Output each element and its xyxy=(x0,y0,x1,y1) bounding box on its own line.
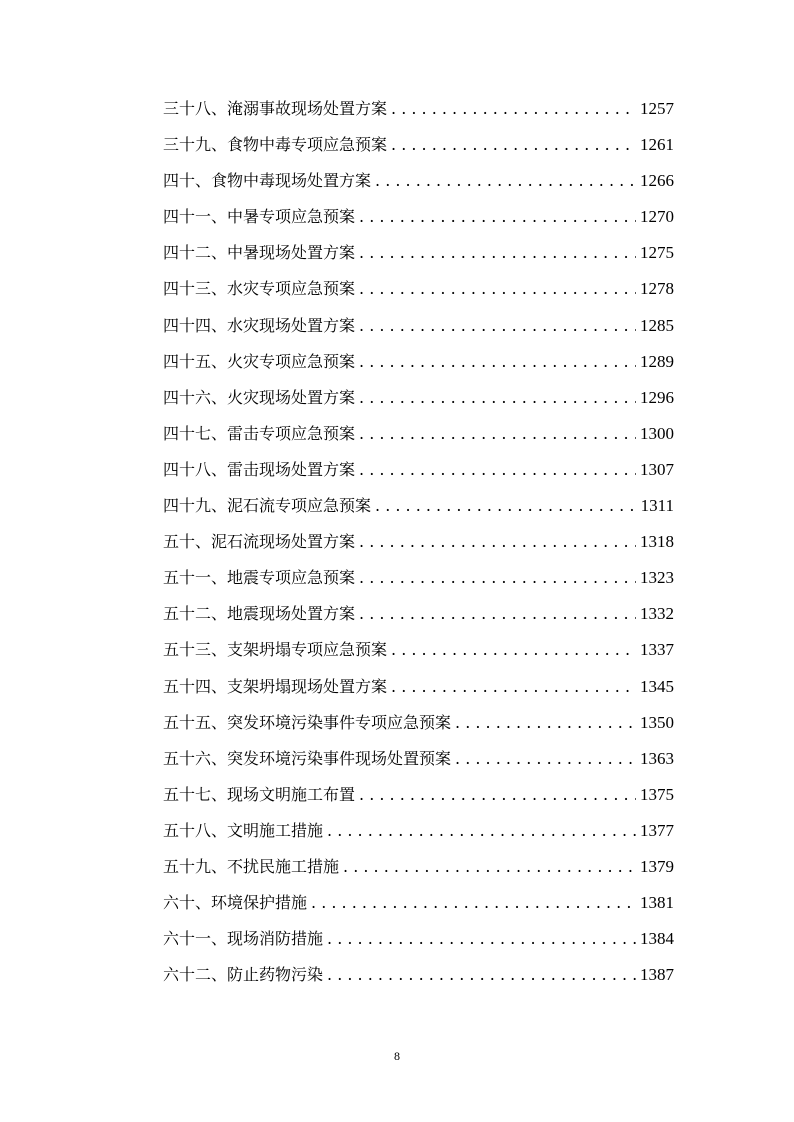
toc-dot-leader xyxy=(359,596,636,632)
toc-entry-page: 1384 xyxy=(640,929,674,949)
toc-dot-leader xyxy=(455,741,636,777)
toc-dot-leader xyxy=(359,199,636,235)
toc-entry-title: 四十六、火灾现场处置方案 xyxy=(163,387,356,407)
toc-entry-page: 1375 xyxy=(640,784,674,804)
toc-dot-leader xyxy=(359,308,636,344)
toc-dot-leader xyxy=(391,127,636,163)
toc-dot-leader xyxy=(327,957,636,993)
toc-dot-leader xyxy=(391,632,636,668)
toc-entry-page: 1270 xyxy=(640,207,674,227)
toc-entry-page: 1275 xyxy=(640,243,674,263)
toc-entry[interactable] xyxy=(163,271,674,307)
toc-dot-leader xyxy=(311,885,636,921)
toc-entry[interactable] xyxy=(163,669,674,705)
toc-entry[interactable] xyxy=(163,524,674,560)
toc-entry[interactable] xyxy=(163,813,674,849)
toc-entry-page: 1379 xyxy=(640,856,674,876)
toc-entry-title: 四十、食物中毒现场处置方案 xyxy=(163,171,372,191)
toc-entry-title: 四十二、中暑现场处置方案 xyxy=(163,243,356,263)
toc-entry-page: 1323 xyxy=(640,568,674,588)
toc-entry-title: 四十五、火灾专项应急预案 xyxy=(163,351,356,371)
toc-entry-page: 1377 xyxy=(640,820,674,840)
toc-entry-page: 1311 xyxy=(640,496,674,516)
toc-entry-page: 1350 xyxy=(640,712,674,732)
toc-entry-title: 五十四、支架坍塌现场处置方案 xyxy=(163,676,388,696)
toc-dot-leader xyxy=(327,921,636,957)
toc-entry-page: 1387 xyxy=(640,965,674,985)
toc-entry-page: 1381 xyxy=(640,893,674,913)
toc-entry-title: 四十一、中暑专项应急预案 xyxy=(163,207,356,227)
toc-dot-leader xyxy=(359,344,636,380)
toc-dot-leader xyxy=(391,91,636,127)
toc-entry-title: 六十二、防止药物污染 xyxy=(163,965,324,985)
toc-entry-title: 三十八、淹溺事故现场处置方案 xyxy=(163,99,388,118)
toc-dot-leader xyxy=(359,560,636,596)
toc-dot-leader xyxy=(375,163,636,199)
toc-dot-leader xyxy=(375,488,637,524)
toc-entry-page: 1345 xyxy=(640,676,674,696)
toc-entry-page: 1296 xyxy=(640,387,674,407)
toc-dot-leader xyxy=(359,777,636,813)
toc-dot-leader xyxy=(455,705,636,741)
toc-entry-title: 五十一、地震专项应急预案 xyxy=(163,568,356,588)
toc-entry-title: 六十、环境保护措施 xyxy=(163,893,308,913)
toc-entry[interactable] xyxy=(163,163,674,199)
toc-entry[interactable] xyxy=(163,596,674,632)
toc-entry-page: 1285 xyxy=(640,315,674,335)
toc-entry[interactable] xyxy=(163,380,674,416)
toc-entry-title: 六十一、现场消防措施 xyxy=(163,929,324,949)
toc-entry[interactable] xyxy=(163,777,674,813)
toc-entry-title: 五十二、地震现场处置方案 xyxy=(163,604,356,624)
table-of-contents xyxy=(163,91,674,993)
toc-entry-title: 五十、泥石流现场处置方案 xyxy=(163,532,356,552)
toc-entry[interactable] xyxy=(163,849,674,885)
toc-entry[interactable] xyxy=(163,308,674,344)
toc-entry[interactable] xyxy=(163,741,674,777)
toc-dot-leader xyxy=(359,452,636,488)
toc-dot-leader xyxy=(359,235,636,271)
toc-entry[interactable] xyxy=(163,235,674,271)
toc-entry-page: 1261 xyxy=(640,135,674,155)
toc-entry[interactable] xyxy=(163,921,674,957)
toc-entry[interactable] xyxy=(163,452,674,488)
toc-entry[interactable] xyxy=(163,560,674,596)
toc-entry-title: 四十三、水灾专项应急预案 xyxy=(163,279,356,299)
toc-entry-page: 1289 xyxy=(640,351,674,371)
toc-dot-leader xyxy=(359,271,636,307)
toc-dot-leader xyxy=(359,524,636,560)
toc-entry-title: 四十九、泥石流专项应急预案 xyxy=(163,496,372,516)
toc-entry-title: 五十七、现场文明施工布置 xyxy=(163,784,356,804)
toc-entry[interactable] xyxy=(163,416,674,452)
toc-entry-title: 五十三、支架坍塌专项应急预案 xyxy=(163,640,388,660)
toc-dot-leader xyxy=(343,849,636,885)
page-number: 8 xyxy=(394,1049,400,1063)
toc-entry[interactable] xyxy=(163,344,674,380)
toc-dot-leader xyxy=(359,380,636,416)
toc-entry-page: 1318 xyxy=(640,532,674,552)
toc-entry-page: 1363 xyxy=(640,748,674,768)
toc-entry-page: 1257 xyxy=(640,99,674,118)
toc-entry-page: 1307 xyxy=(640,459,674,479)
toc-entry-title: 四十七、雷击专项应急预案 xyxy=(163,423,356,443)
toc-dot-leader xyxy=(391,669,636,705)
toc-entry-title: 五十六、突发环境污染事件现场处置预案 xyxy=(163,748,452,768)
toc-entry[interactable] xyxy=(163,705,674,741)
toc-entry-title: 五十八、文明施工措施 xyxy=(163,820,324,840)
toc-entry-page: 1337 xyxy=(640,640,674,660)
toc-entry-page: 1300 xyxy=(640,423,674,443)
toc-entry-page: 1278 xyxy=(640,279,674,299)
toc-entry[interactable] xyxy=(163,199,674,235)
toc-entry[interactable] xyxy=(163,488,674,524)
toc-entry-page: 1266 xyxy=(640,171,674,191)
toc-entry-page: 1332 xyxy=(640,604,674,624)
toc-entry-title: 五十五、突发环境污染事件专项应急预案 xyxy=(163,712,452,732)
toc-entry-title: 三十九、食物中毒专项应急预案 xyxy=(163,135,388,155)
toc-entry-title: 四十四、水灾现场处置方案 xyxy=(163,315,356,335)
toc-dot-leader xyxy=(327,813,636,849)
toc-entry-title: 四十八、雷击现场处置方案 xyxy=(163,459,356,479)
toc-entry[interactable] xyxy=(163,885,674,921)
toc-entry-title: 五十九、不扰民施工措施 xyxy=(163,856,340,876)
toc-entry[interactable] xyxy=(163,127,674,163)
toc-entry[interactable] xyxy=(163,91,674,127)
toc-dot-leader xyxy=(359,416,636,452)
toc-entry[interactable] xyxy=(163,957,674,993)
toc-entry[interactable] xyxy=(163,632,674,668)
